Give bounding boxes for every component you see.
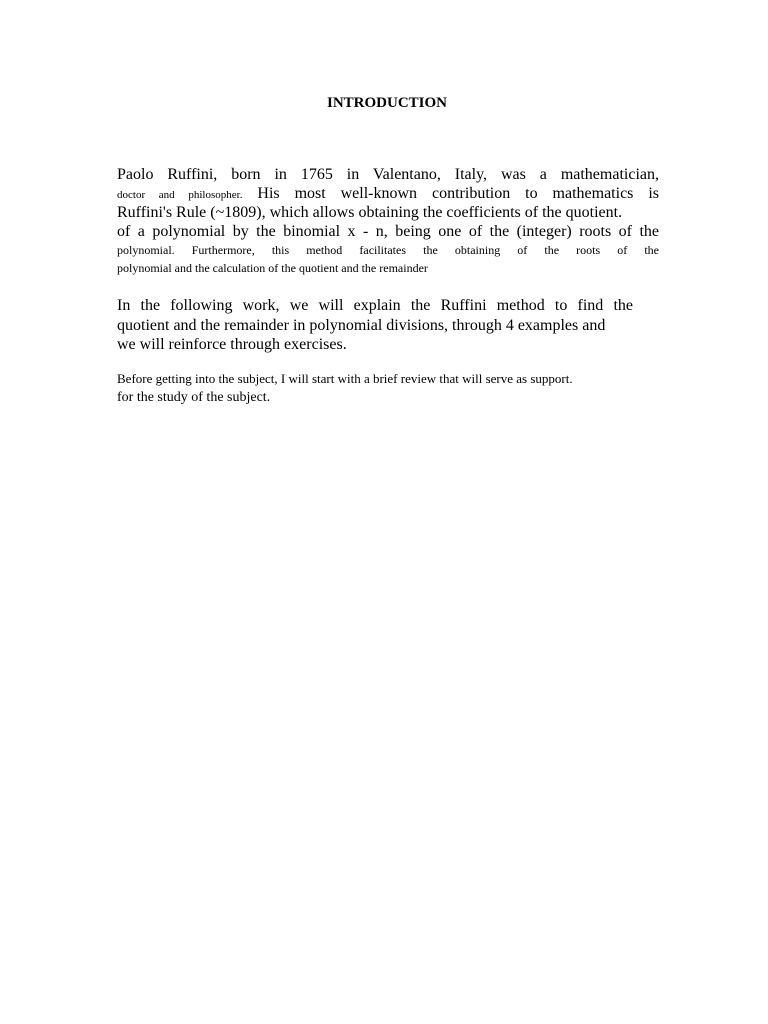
paragraph-1-line-3: Ruffini's Rule (~1809), which allows obtaining the coefficients of the quotient. [117,204,623,221]
paragraph-3-line-1: Before getting into the subject, I will start with a brief review that will serve as support. [117,371,573,386]
paragraph-2-line-2: quotient and the remainder in polynomial divisions, through 4 examples and [117,317,606,334]
paragraph-1-line-4: of a polynomial by the binomial x - n, being one of the (integer) roots of the [117,223,659,240]
paragraph-1-line-6: polynomial and the calculation of the quotient and the remainder [117,261,428,275]
page-title: INTRODUCTION [326,95,447,111]
paragraph-1-line-5: polynomial. Furthermore, this method facilitates the obtaining of the roots of the [117,243,659,257]
paragraph-1-line-1: Paolo Ruffini, born in 1765 in Valentano, Italy, was a mathematician, [117,166,659,183]
paragraph-2-line-1: In the following work, we will explain the Ruffini method to find the [117,297,633,314]
paragraph-1-line-2-text: His most well-known contribution to mathematics is [257,185,660,202]
paragraph-2-line-3: we will reinforce through exercises. [117,336,347,353]
paragraph-3-line-2: for the study of the subject. [117,390,271,405]
paragraph-1-line-2 [117,184,659,205]
paragraph-1-line-2-small-text: doctor and philosopher. [117,189,243,201]
